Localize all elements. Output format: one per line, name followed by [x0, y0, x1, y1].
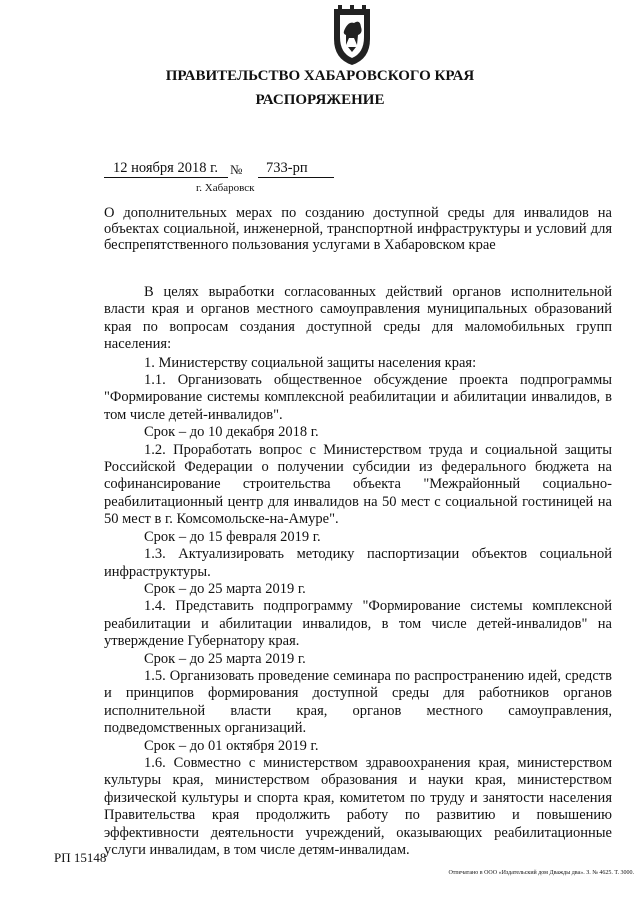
- deadline-1-3: Срок – до 25 марта 2019 г.: [144, 580, 306, 597]
- subject-text: О дополнительных мерах по созданию доступной среды для инвалидов на объектах социальной, инженерной, транспортной инфраструктуры и условий для беспрепятственного пользования услугами в Хабаровском крае: [104, 205, 612, 253]
- document-body: [104, 284, 612, 859]
- document-code: РП 15148: [54, 850, 107, 865]
- item-1-2: 1.2. Проработать вопрос с Министерством труда и социальной защиты Российской Федерации о получении субсидии из федерального бюджета на софинансирование строительства объекта "Межрайонный социально-реабилитационный центр для инвалидов на 50 мест с социальной гостиницей на 50 мест в г. Комсомольске-на-Амуре".: [104, 441, 612, 528]
- item-1-3: 1.3. Актуализировать методику паспортизации объектов социальной инфраструктуры.: [104, 546, 612, 580]
- city: г. Хабаровск: [196, 182, 255, 194]
- coat-of-arms-icon: [330, 5, 374, 67]
- item-1-4: 1.4. Представить подпрограмму "Формирование системы комплексной реабилитации и абилитации инвалидов, в том числе детей-инвалидов" на утверждение Губернатору края.: [104, 598, 612, 650]
- printer-imprint: Отпечатано в ООО «Издательский дом Дважды два». З. № 4625. Т. 3000.: [448, 870, 634, 876]
- deadline-1-5: Срок – до 01 октября 2019 г.: [144, 737, 319, 754]
- preamble-paragraph: В целях выработки согласованных действий органов исполнительной власти края и органов местного самоуправления муниципальных образований края по вопросам создания доступной среды для маломобильных групп населения:: [104, 284, 612, 353]
- date-underline: [104, 177, 228, 178]
- item-1: 1. Министерству социальной защиты населения края:: [144, 354, 477, 371]
- document-subject: [104, 205, 612, 253]
- government-title: ПРАВИТЕЛЬСТВО ХАБАРОВСКОГО КРАЯ: [165, 68, 475, 84]
- document-number: 733-рп: [266, 160, 308, 176]
- item-1-5: 1.5. Организовать проведение семинара по распространению идей, средств и принципов формирования доступной среды для работников органов исполнительной власти края, органов местного самоуправления, подведомственных организаций.: [104, 667, 612, 737]
- item-1-1: 1.1. Организовать общественное обсуждение проекта подпрограммы "Формирование системы комплексной реабилитации и абилитации инвалидов, в том числе детей-инвалидов".: [104, 372, 612, 423]
- document-date: 12 ноября 2018 г.: [113, 160, 219, 176]
- document-type: РАСПОРЯЖЕНИЕ: [255, 92, 385, 108]
- number-underline: [258, 177, 334, 178]
- item-1-6: 1.6. Совместно с министерством здравоохранения края, министерством культуры края, министерством образования и науки края, министерством физической культуры и спорта края, комитетом по труду и занятости населения Правительства края продолжить работу по развитию и повышению эффективности деятельности учреждений, оказывающих реабилитационные услуги инвалидам, в том числе детям-инвалидам.: [104, 754, 612, 858]
- number-sign: №: [230, 162, 243, 177]
- deadline-1-2: Срок – до 15 февраля 2019 г.: [144, 528, 321, 545]
- deadline-1-1: Срок – до 10 декабря 2018 г.: [144, 424, 319, 441]
- deadline-1-4: Срок – до 25 марта 2019 г.: [144, 650, 306, 667]
